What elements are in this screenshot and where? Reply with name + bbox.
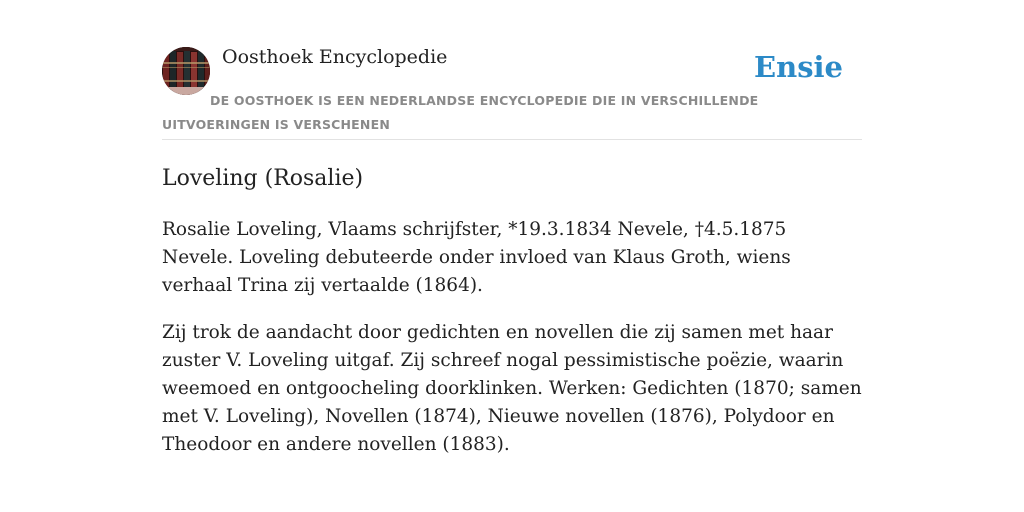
page [162, 0, 862, 512]
article-paragraph: Rosalie Loveling, Vlaams schrijfster, *19.3.1834 Nevele, †4.5.1875 Nevele. Loveling debuteerde onder invloed van Klaus Groth, wiens verhaal Trina zij vertaalde (1864). [162, 219, 791, 296]
brand-logo[interactable]: Ensie [754, 50, 843, 84]
article [162, 164, 862, 459]
article-title: Loveling (Rosalie) [162, 166, 364, 191]
site-tagline: DE OOSTHOEK IS EEN NEDERLANDSE ENCYCLOPEDIE DIE IN VERSCHILLENDE UITVOERINGEN IS VERSCHENEN [162, 93, 759, 132]
site-name[interactable]: Oosthoek Encyclopedie [222, 46, 448, 68]
article-paragraph: Zij trok de aandacht door gedichten en novellen die zij samen met haar zuster V. Loveling uitgaf. Zij schreef nogal pessimistische poëzie, waarin weemoed en ontgoocheling doorklinken. Werken: Gedichten (1870; samen met V. Loveling), Novellen (1874), Nieuwe novellen (1876), Polydoor en Theodoor en andere novellen (1883). [162, 322, 862, 455]
encyclopedia-books-icon[interactable] [162, 47, 210, 95]
site-header [162, 0, 862, 140]
